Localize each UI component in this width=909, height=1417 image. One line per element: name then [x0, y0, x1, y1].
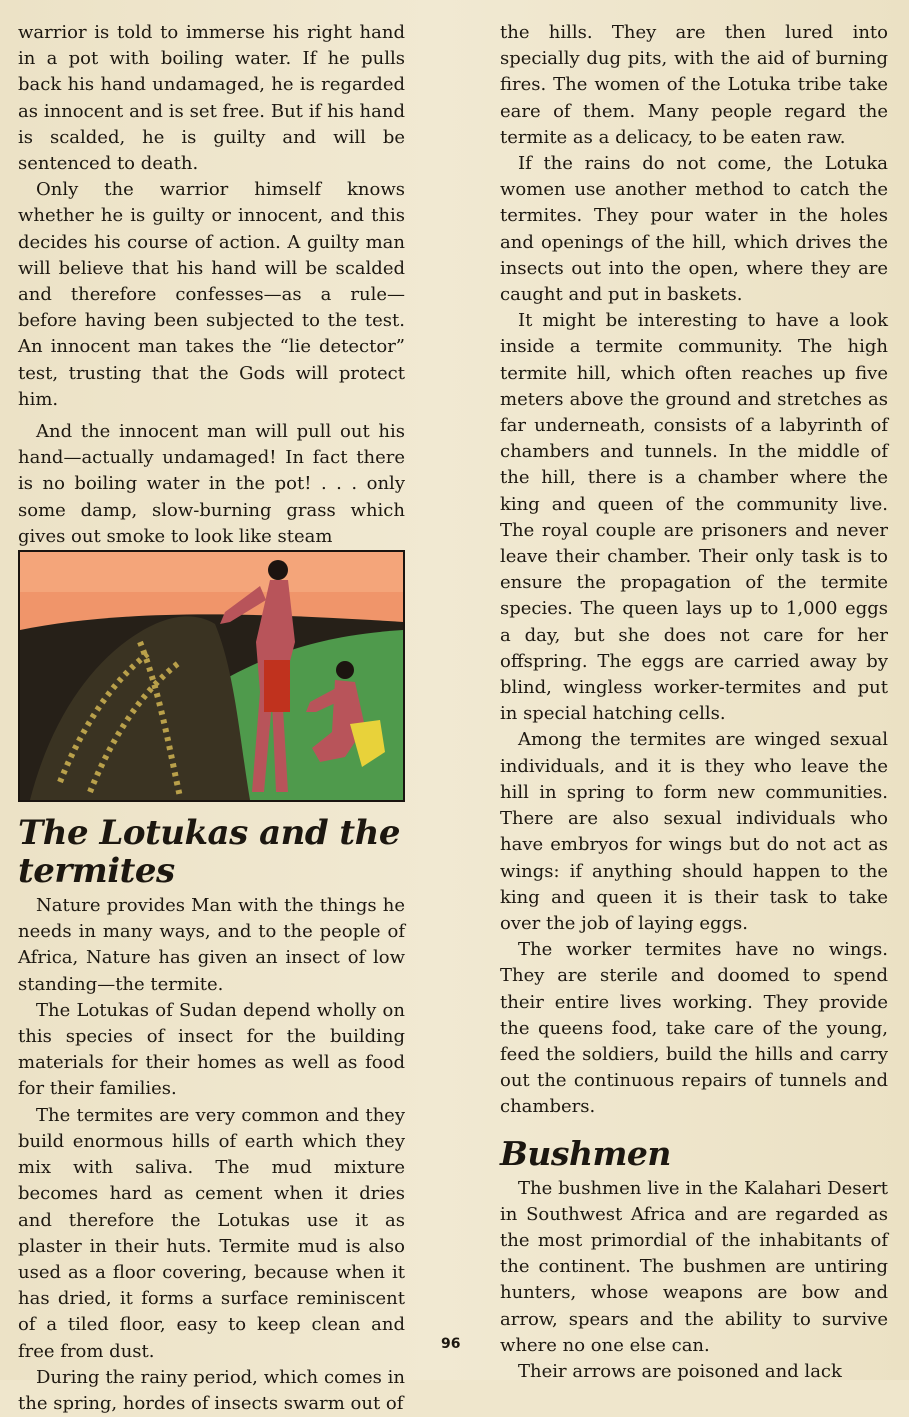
left-paragraph-4: Nature provides Man with the things he needs in many ways, and to the people of Africa, Nature has given an insect of low standing—the termite. [18, 895, 405, 995]
right-paragraph-5: The worker termites have no wings. They are sterile and doomed to spend their entire lives working. They provide the queens food, take care of the young, feed the soldiers, build the hills and carry out the continuous repairs of tunnels and chambers. [500, 939, 888, 1118]
right-paragraph-3: It might be interesting to have a look inside a termite community. The high termite hill, which often reaches up five meters above the ground and stretches as far underneath, consists of a labyrinth of chambers and tunnels. In the middle of the hill, there is a chamber where the king and queen of the community live. The royal couple are prisoners and never leave their chamber. Their only task is to ensure the propagation of the termite species. The queen lays up to 1,000 eggs a day, but she does not care for her offspring. The eggs are carried away by blind, wingless worker-termites and put in special hatching cells. [500, 310, 888, 725]
right-paragraph-7: Their arrows are poisoned and lack [518, 1360, 842, 1382]
illustration-drawing [20, 552, 403, 800]
page-number: 96 [441, 1336, 461, 1352]
termite-hill-illustration [18, 550, 405, 802]
section-heading-bushmen: Bushmen [500, 1133, 671, 1173]
left-paragraph-2: Only the warrior himself knows whether he is guilty or innocent, and this decides his course of action. A guilty man will believe that his hand will be scalded and therefore confesses—as a rule—before having been subjected to the test. An innocent man takes the “lie detector” test, trusting that the Gods will protect him. [18, 179, 405, 410]
left-paragraph-6: The termites are very common and they build enormous hills of earth which they mix with saliva. The mud mixture becomes hard as cement when it dries and therefore the Lotukas use it as plaster in their huts. Termite mud is also used as a floor covering, because when it has dried, it forms a surface reminiscent of a tiled floor, easy to keep clean and free from dust. [18, 1104, 405, 1362]
right-paragraph-2: If the rains do not come, the Lotuka women use another method to catch the termites. They pour water in the holes and openings of the hill, which drives the insects out into the open, where they are caught and put in baskets. [500, 153, 888, 306]
left-paragraph-7: During the rainy period, which comes in the spring, hordes of insects swarm out of [18, 1366, 405, 1414]
left-paragraph-5: The Lotukas of Sudan depend wholly on this species of insect for the building materials for their homes as well as food for their families. [18, 999, 405, 1100]
left-paragraph-3: And the innocent man will pull out his hand—actually undamaged! In fact there is no boiling water in the pot! . . . only some damp, slow-burning grass which gives out smoke to look like steam [18, 421, 405, 547]
left-paragraph-1: warrior is told to immerse his right hand in a pot with boiling water. If he pulls back his hand undamaged, he is regarded as innocent and is set free. But if his hand is scalded, he is guilty and will be sentenced to death. [18, 22, 405, 175]
section-heading-lotukas: The Lotukas and the termites [18, 813, 400, 892]
right-column [500, 20, 888, 1385]
illustration-sky-glow [20, 552, 403, 592]
right-paragraph-4: Among the termites are winged sexual individuals, and it is they who leave the hill in spring to form new communities. There are also sexual individuals who have embryos for wings but do not act as wings: if anything should happen to the king and queen it is their task to take over the job of laying eggs. [500, 729, 888, 934]
left-column [18, 20, 405, 1417]
right-paragraph-1: the hills. They are then lured into specially dug pits, with the aid of burning fires. The women of the Lotuka tribe take eare of them. Many people regard the termite as a delicacy, to be eaten raw. [500, 22, 888, 148]
right-paragraph-6: The bushmen live in the Kalahari Desert in Southwest Africa and are regarded as the most primordial of the inhabitants of the continent. The bushmen are untiring hunters, whose weapons are bow and arrow, spears and the ability to survive where no one else can. [500, 1177, 888, 1356]
